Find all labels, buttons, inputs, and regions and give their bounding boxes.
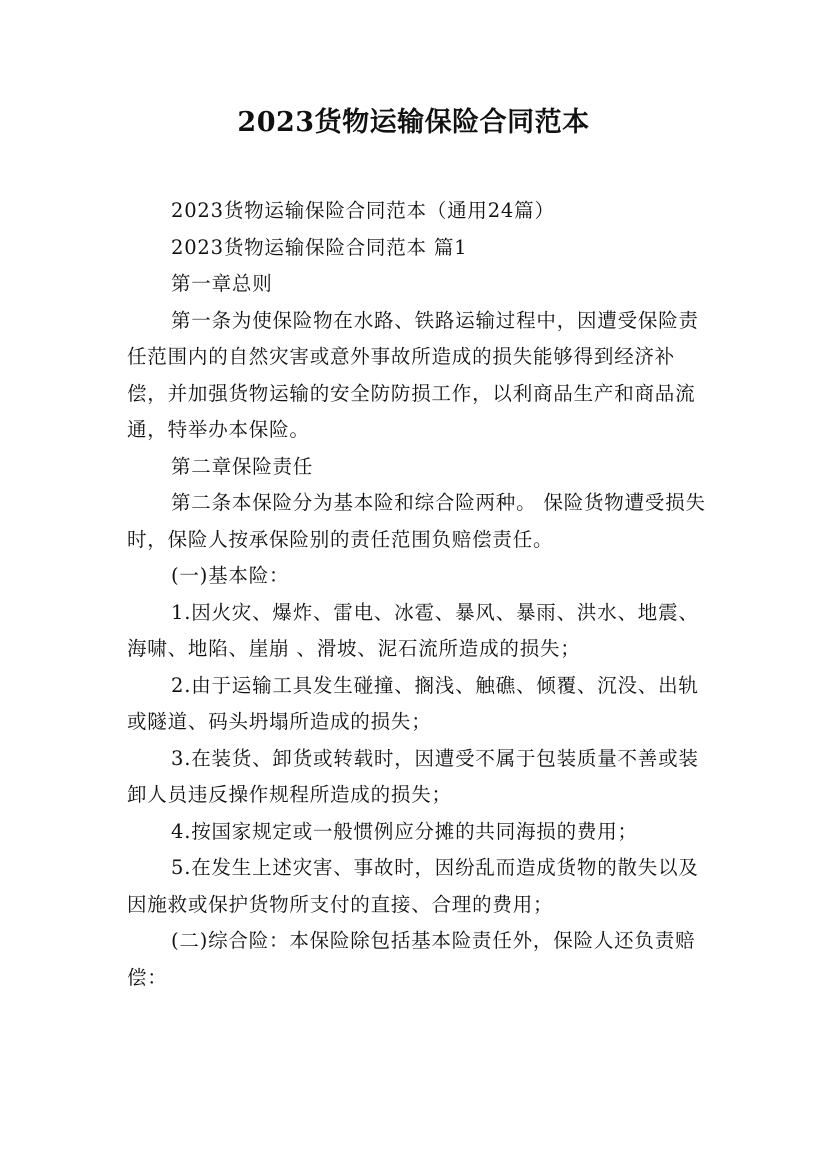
document-title: 2023货物运输保险合同范本 xyxy=(237,107,590,138)
paragraph-item-3: 3.在装货、卸货或转载时，因遭受不属于包装质量不善或装卸人员违反操作规程所造成的损失； xyxy=(127,746,699,806)
paragraph-section-heading: 2023货物运输保险合同范本 篇1 xyxy=(171,235,468,259)
paragraph-subtitle: 2023货物运输保险合同范本（通用24篇） xyxy=(171,199,555,222)
paragraph-item-2: 2.由于运输工具发生碰撞、搁浅、触礁、倾覆、沉没、出轨或隧道、码头坍塌所造成的损失； xyxy=(127,673,699,733)
paragraph-article-2: 第二条本保险分为基本险和综合险两种。 保险货物遭受损失时，保险人按承保险别的责任范围负赔偿责任。 xyxy=(127,491,706,551)
paragraph-item-5: 5.在发生上述灾害、事故时，因纷乱而造成货物的散失以及因施救或保护货物所支付的直接、合理的费用； xyxy=(127,856,699,916)
paragraph-article-1: 第一条为使保险物在水路、铁路运输过程中，因遭受保险责任范围内的自然灾害或意外事故所造成的损失能够得到经济补偿，并加强货物运输的安全防防损工作，以利商品生产和商品流通，特举办本保险。 xyxy=(127,308,699,441)
paragraph-item-4: 4.按国家规定或一般惯例应分摊的共同海损的费用； xyxy=(171,819,638,843)
document-body xyxy=(127,193,712,996)
paragraph-item-1: 1.因火灾、爆炸、雷电、冰雹、暴风、暴雨、洪水、地震、 海啸、地陷、崖崩 、滑坡、泥石流所造成的损失； xyxy=(127,600,699,660)
paragraph-comprehensive-insurance: (二)综合险：本保险除包括基本险责任外，保险人还负责赔偿： xyxy=(127,929,696,989)
paragraph-chapter-1-heading: 第一章总则 xyxy=(171,272,273,295)
paragraph-chapter-2-heading: 第二章保险责任 xyxy=(171,454,314,478)
paragraph-basic-insurance-heading: (一)基本险： xyxy=(171,564,290,587)
